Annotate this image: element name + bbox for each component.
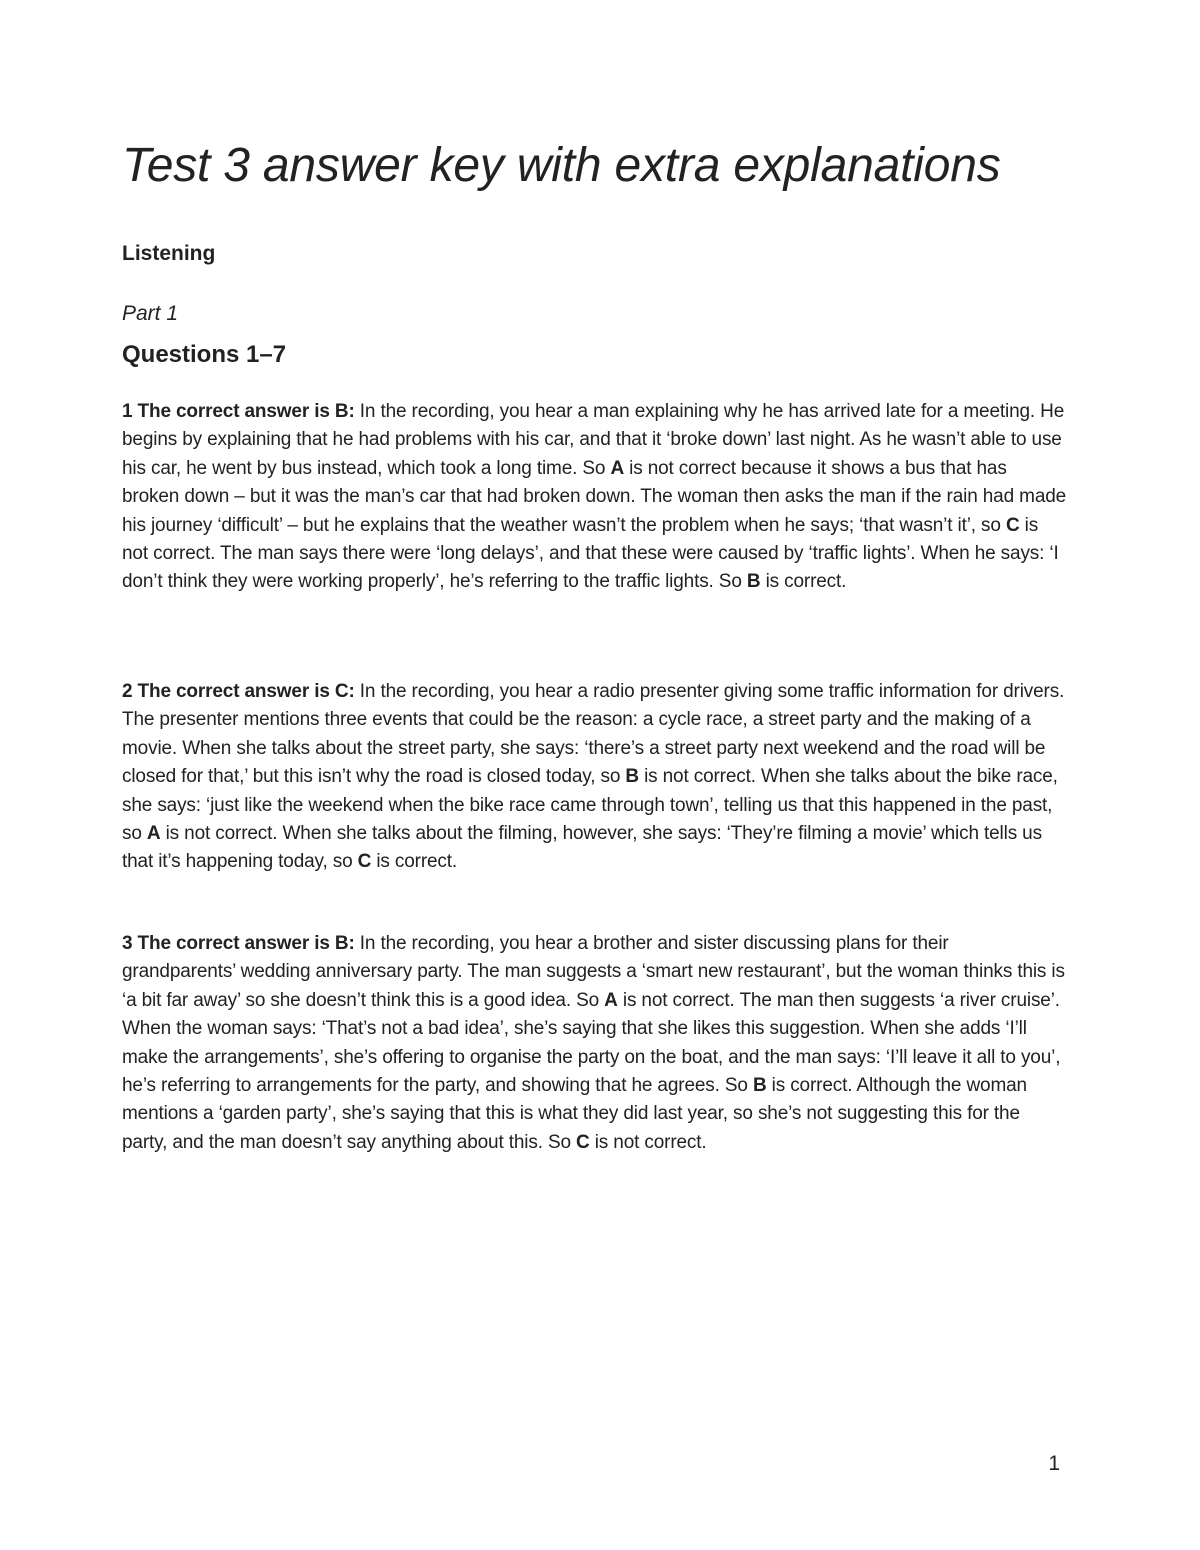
answer-option-letter: B — [746, 571, 761, 593]
answer-text: is correct. — [371, 851, 458, 873]
answer-text: In the recording, you hear a radio presenter giving some traffic information for drivers. The presenter mentions three events that could be the reason: a cycle race, a street party and the making of a movie. When she talks about the street party, she says: ‘there’s a street party next weekend and the road will be closed for that,’ but this isn’t why the road is closed today, so — [122, 681, 1065, 788]
answer-text: is not correct. When she talks about the bike race, she says: ‘just like the weekend when the bike race came through town’, telling us that this happened in the past, so — [122, 766, 1058, 845]
part-label: Part 1 — [122, 302, 179, 325]
answer-option-letter: C — [357, 851, 372, 873]
answer-text: is not correct. When she talks about the filming, however, she says: ‘They’re filming a movie’ which tells us that it’s happening today, so — [122, 823, 1042, 873]
answer-option-letter: B — [752, 1075, 767, 1097]
answer-option-letter: A — [146, 823, 161, 845]
answer-text: is correct. — [760, 571, 847, 593]
document-title: Test 3 answer key with extra explanations — [122, 139, 1001, 192]
answer-option-letter: A — [604, 989, 618, 1011]
answer-text: is correct. Although the woman mentions a ‘garden party’, she’s saying that this is what they did last year, so she’s not suggesting this for the party, and the man doesn’t say anything about this. So — [122, 1075, 1027, 1153]
page-number: 1 — [1048, 1452, 1060, 1475]
answer-text: In the recording, you hear a man explaining why he has arrived late for a meeting. He begins by explaining that he had problems with his car, and that it ‘broke down’ last night. As he wasn’t able to use his car, he went by bus instead, which took a long time. So — [122, 401, 1065, 479]
answer-option-letter: A — [610, 457, 625, 479]
answer-option-letter: C — [1005, 514, 1020, 536]
answer-text: is not correct. The man says there were ‘long delays’, and that these were caused by ‘traffic lights’. When he says: ‘I don’t think they were working properly’, he’s referring to the traffic lights. So — [122, 514, 1059, 593]
answer-option-letter: C — [576, 1131, 590, 1153]
answer-text: is not correct. — [589, 1131, 707, 1153]
answer-lead: 3 The correct answer is B: — [122, 933, 355, 954]
answer-text: In the recording, you hear a brother and sister discussing plans for their grandparents’ wedding anniversary party. The man suggests a ‘smart new restaurant’, but the woman thinks this is ‘a bit far away’ so she doesn’t think this is a good idea. So — [122, 933, 1065, 1011]
answer-text: is not correct. The man then suggests ‘a river cruise’. When the woman says: ‘That’s not a bad idea’, she’s saying that she likes this suggestion. When she adds ‘I’ll make the arrangements’, she’s offering to organise the party on the boat, and the man says: ‘I’ll leave it all to you’, he’s referring to arrangements for the party, and showing that he agrees. So — [122, 989, 1061, 1097]
answer-paragraph — [122, 930, 1067, 1157]
answer-paragraph — [122, 398, 1067, 597]
answer-paragraph — [122, 678, 1067, 877]
answer-text: is not correct because it shows a bus that has broken down – but it was the man’s car that had broken down. The woman then asks the man if the rain had made his journey ‘difficult’ – but he explains that the weather wasn’t the problem when he says; ‘that wasn’t it’, so — [122, 457, 1067, 536]
answer-lead: 2 The correct answer is C: — [122, 681, 355, 702]
questions-heading: Questions 1–7 — [122, 341, 287, 368]
answer-option-letter: B — [625, 766, 639, 788]
answer-lead: 1 The correct answer is B: — [122, 401, 355, 422]
section-heading: Listening — [122, 242, 216, 265]
